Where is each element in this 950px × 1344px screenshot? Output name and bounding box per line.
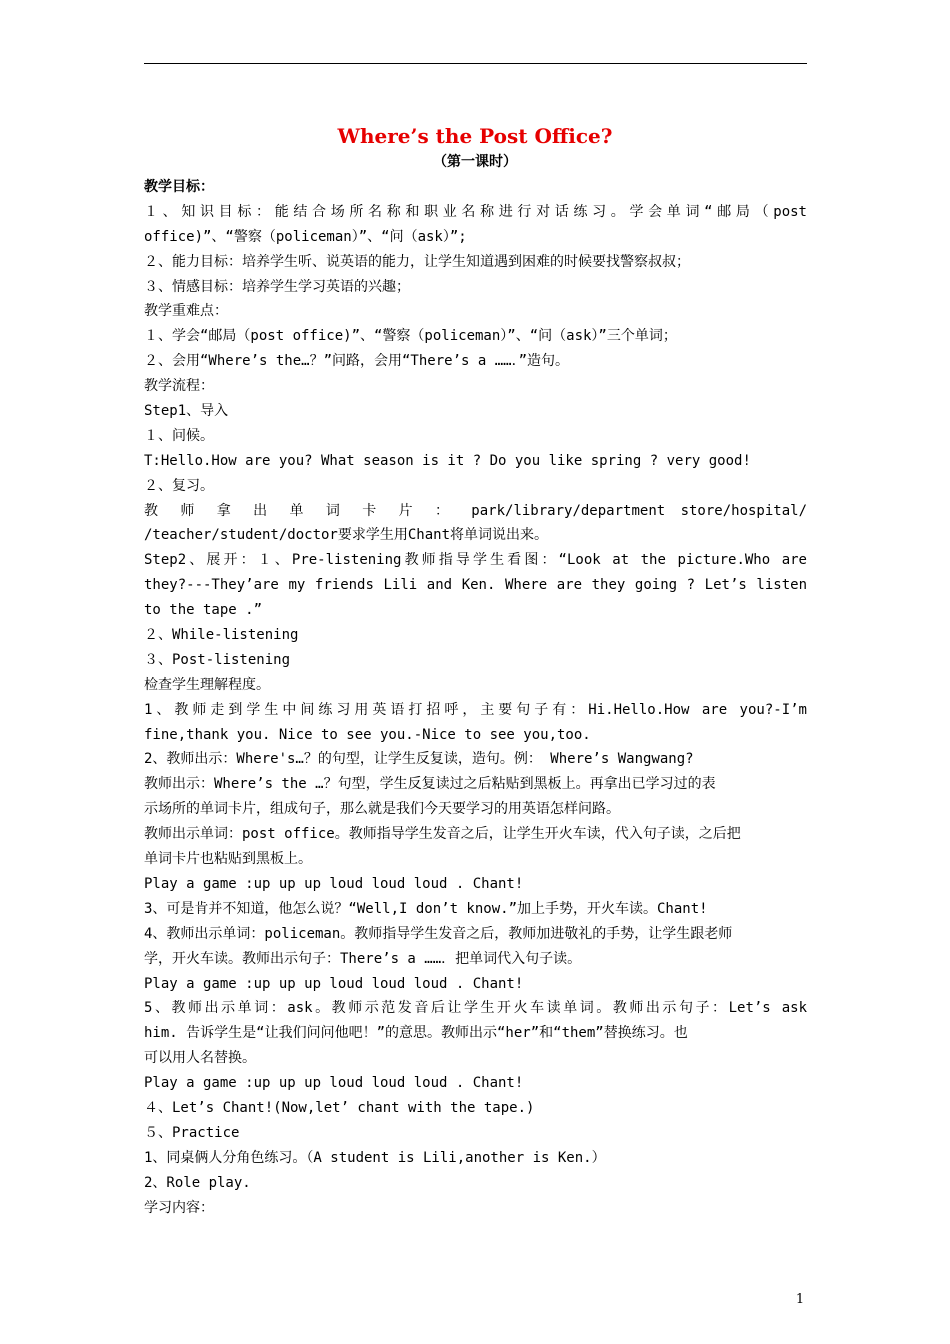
text-line: ３、Post-listening [144,651,291,668]
text-line: fine,thank you. Nice to see you.-Nice to see you,too. [144,726,591,743]
text-line: ４、Let’s Chant!(Now,let’ chant with the tape.) [144,1099,535,1116]
text-line: 2、Role play. [144,1174,251,1191]
text-line: 5、教师出示单词：ask。教师示范发音后让学生开火车读单词。教师出示句子：Let’s ask [144,1000,807,1017]
text-line: ２、会用“Where’s the…？”问路，会用“There’s a ……．”造句。 [144,353,570,370]
lesson-body [144,175,807,1220]
text-line: Play a game :up up up loud loud loud . Chant! [144,875,524,892]
text-line: 3、可是肯并不知道，他怎么说？“Well,I don’t know.”加上手势，开火车读。Chant! [144,900,708,917]
text-line: ３、情感目标：培养学生学习英语的兴趣； [144,278,410,295]
text-line: Step2、展开：１、Pre-listening教师指导学生看图：“Look at the picture.Who are [144,552,807,569]
text-line: ２、复习。 [144,477,214,494]
text-line: 示场所的单词卡片，组成句子，那么就是我们今天要学习的用英语怎样问路。 [144,801,620,818]
text-line: 教学流程： [144,378,214,395]
text-line: T:Hello.How are you? What season is it ? Do you like spring ? very good! [144,452,751,469]
text-line: to the tape .” [144,602,263,619]
text-line: /teacher/student/doctor要求学生用Chant将单词说出来。 [144,527,549,544]
header-rule [144,63,807,64]
page-title: Where’s the Post Office? [337,124,613,148]
text-line: Step1、导入 [144,403,229,420]
text-line: Play a game :up up up loud loud loud . Chant! [144,1075,524,1092]
text-line: they?---They’are my friends Lili and Ken. Where are they going ? Let’s listen [144,577,807,594]
text-line: 学，开火车读。教师出示句子：There’s a ……．把单词代入句子读。 [144,950,582,967]
text-line: ２、能力目标：培养学生听、说英语的能力，让学生知道遇到困难的时候要找警察叔叔； [144,253,690,270]
text-line: １、知识目标：能结合场所名称和职业名称进行对话练习。学会单词“邮局（post [144,203,807,220]
text-line: him. 告诉学生是“让我们问问他吧！”的意思。教师出示“her”和“them”替换练习。也 [144,1025,688,1042]
text-line: 检查学生理解程度。 [144,676,270,693]
text-line: 教师出示单词：post office。教师指导学生发音之后，让学生开火车读，代入句子读，之后把 [144,826,741,843]
text-line: 教学目标： [144,179,214,195]
text-line: 学习内容： [144,1199,214,1216]
text-line: 2、教师出示：Where's…？的句型，让学生反复读，造句。例： Where’s Wangwang? [144,751,694,768]
page-number: 1 [795,1292,805,1307]
page-subtitle: （第一课时） [433,154,517,170]
text-line: 教学重难点： [144,303,228,320]
text-line: ２、While-listening [144,627,299,644]
text-line: 教 师 拿 出 单 词 卡 片 ： park/library/department store/hospital/ [144,502,807,519]
text-line: 1、同桌俩人分角色练习。（A student is Lili,another is Ken.） [144,1149,606,1166]
text-line: １、问候。 [144,427,214,444]
text-line: 4、教师出示单词：policeman。教师指导学生发音之后，教师加进敬礼的手势，让学生跟老师 [144,925,733,942]
text-line: office)”、“警察（policeman）”、“问（ask）”; [144,228,467,245]
text-line: １、学会“邮局（post office)”、“警察（policeman）”、“问（ask）”三个单词； [144,328,677,345]
text-line: 教师出示：Where’s the …？句型，学生反复读过之后粘贴到黑板上。再拿出已学习过的表 [144,776,716,793]
text-line: Play a game :up up up loud loud loud . Chant! [144,975,524,992]
text-line: ５、Practice [144,1124,240,1141]
text-line: 单词卡片也粘贴到黑板上。 [144,851,312,868]
text-line: 可以用人名替换。 [144,1050,256,1067]
text-line: 1、教师走到学生中间练习用英语打招呼，主要句子有：Hi.Hello.How are you?-I’m [144,701,807,718]
